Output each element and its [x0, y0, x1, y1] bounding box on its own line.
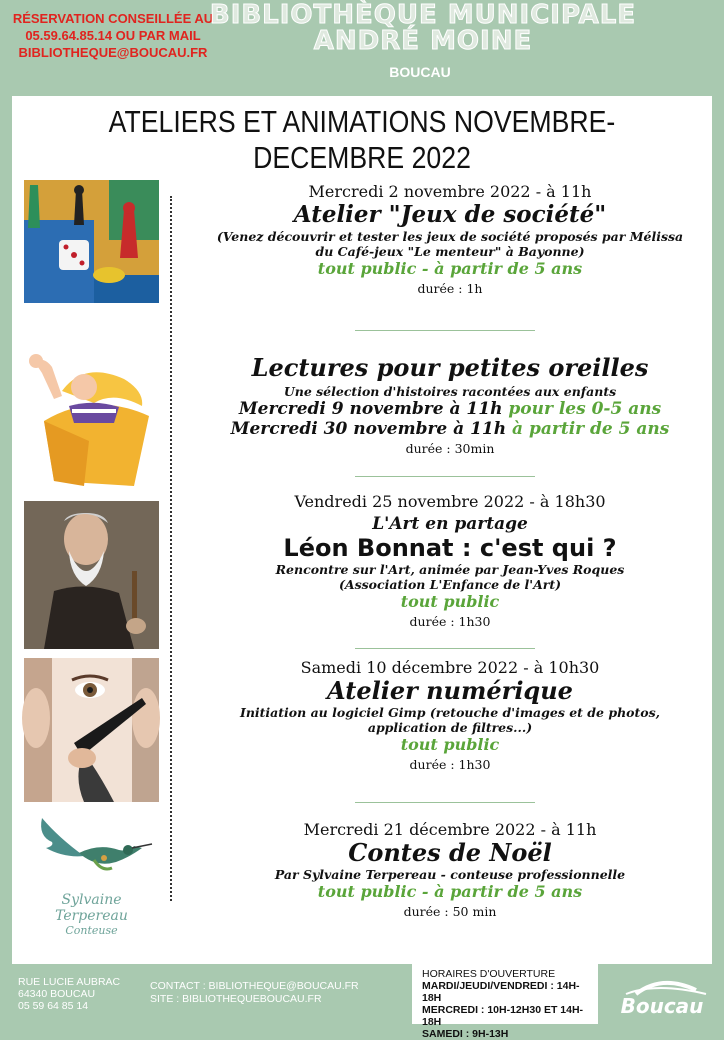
address [18, 976, 120, 1012]
hours-line: SAMEDI : 9H-13H [422, 1028, 509, 1040]
library-name-line1: BIBLIOTHÈQUE MUNICIPALE [209, 0, 637, 30]
event-duration: durée : 1h30 [409, 757, 491, 772]
event-title: Contes de Noël [348, 838, 552, 867]
event-date: Mercredi 2 novembre 2022 - à 11h [308, 182, 592, 201]
library-name-line2: ANDRÉ MOINE [313, 26, 533, 56]
dotted-divider [170, 196, 172, 901]
address-city: 64340 BOUCAU [18, 988, 96, 1000]
reservation-phone: 05.59.64.85.14 OU PAR MAIL [25, 28, 201, 43]
event-audience: tout public - à partir de 5 ans [317, 882, 583, 901]
event-date: Vendredi 25 novembre 2022 - à 18h30 [294, 492, 606, 511]
event-description: Par Sylvaine Terpereau - conteuse professionnelle [274, 867, 626, 882]
event-audience: tout public [400, 592, 500, 611]
event-series: L'Art en partage [372, 514, 528, 534]
header [0, 0, 724, 96]
address-street: RUE LUCIE AUBRAC [18, 976, 121, 988]
event-lectures [190, 354, 710, 456]
reservation-note [8, 10, 218, 61]
event-description: (Venez découvrir et tester les jeux de société proposés par Mélissa [216, 229, 684, 244]
event-duration: durée : 1h30 [409, 614, 491, 629]
session-date: Mercredi 30 novembre à 11h [230, 419, 507, 439]
session-line [190, 399, 710, 419]
board-game-image [24, 180, 159, 303]
session-audience: à partir de 5 ans [512, 419, 670, 439]
hummingbird-icon [24, 808, 159, 888]
event-date: Mercredi 21 décembre 2022 - à 11h [303, 820, 597, 839]
address-phone: 05 59 64 85 14 [18, 1000, 89, 1012]
session-date: Mercredi 9 novembre à 11h [238, 399, 503, 419]
event-date: Samedi 10 décembre 2022 - à 10h30 [300, 658, 600, 677]
logo-text: Boucau [620, 994, 704, 1018]
reservation-email: BIBLIOTHEQUE@BOUCAU.FR [18, 45, 208, 60]
event-description: Une sélection d'histoires racontées aux enfants [283, 384, 617, 399]
hours-line: MERCREDI : 10H-12H30 ET 14H-18H [422, 1004, 584, 1028]
event-leon-bonnat [190, 492, 710, 629]
hours-title: HORAIRES D'OUVERTURE [422, 968, 556, 980]
event-duration: durée : 50 min [403, 904, 497, 919]
separator [355, 476, 535, 477]
event-title: Atelier "Jeux de société" [293, 201, 607, 228]
event-audience: tout public - à partir de 5 ans [317, 259, 583, 278]
event-duration: durée : 30min [405, 441, 495, 456]
hours-line: MARDI/JEUDI/VENDREDI : 14H-18H [422, 980, 580, 1004]
contact-info [150, 980, 359, 1006]
event-title: Léon Bonnat : c'est qui ? [283, 534, 617, 562]
event-description: application de filtres...) [367, 720, 533, 735]
event-duration: durée : 1h [417, 281, 483, 296]
library-name [208, 2, 638, 54]
program-panel [12, 96, 712, 964]
event-atelier-numerique [190, 658, 710, 772]
session-line [190, 419, 710, 439]
event-description: du Café-jeux "Le menteur" à Bayonne) [315, 244, 585, 259]
event-audience: tout public [400, 735, 500, 754]
event-description: (Association L'Enfance de l'Art) [338, 577, 562, 592]
reading-child-illustration [24, 351, 159, 489]
event-description: Initiation au logiciel Gimp (retouche d'images et de photos, [239, 705, 661, 720]
opening-hours [412, 964, 598, 1040]
storyteller-role: Conteuse [65, 924, 118, 937]
boucau-logo [606, 972, 718, 1020]
event-title: Atelier numérique [327, 676, 573, 705]
separator [355, 802, 535, 803]
footer [0, 964, 724, 1040]
town-name: BOUCAU [389, 64, 451, 80]
separator [355, 330, 535, 331]
event-contes-de-noel [190, 820, 710, 919]
reservation-line: RÉSERVATION CONSEILLÉE AU [12, 11, 214, 26]
page-title: ATELIERS ET ANIMATIONS NOVEMBRE-DECEMBRE 2022 [108, 104, 616, 175]
event-description: Rencontre sur l'Art, animée par Jean-Yves Roques [275, 562, 625, 577]
leon-bonnat-portrait [24, 501, 159, 649]
contact-email[interactable]: CONTACT : BIBLIOTHEQUE@BOUCAU.FR [150, 980, 359, 992]
event-title: Lectures pour petites oreilles [251, 353, 649, 382]
contact-website[interactable]: SITE : BIBLIOTHEQUEBOUCAU.FR [150, 993, 322, 1005]
session-audience: pour les 0-5 ans [508, 399, 662, 419]
storyteller-logo [24, 808, 159, 937]
event-jeux-de-societe [190, 182, 710, 296]
storyteller-name: Sylvaine Terpereau [55, 892, 128, 924]
separator [355, 648, 535, 649]
photo-retouch-image [24, 658, 159, 802]
